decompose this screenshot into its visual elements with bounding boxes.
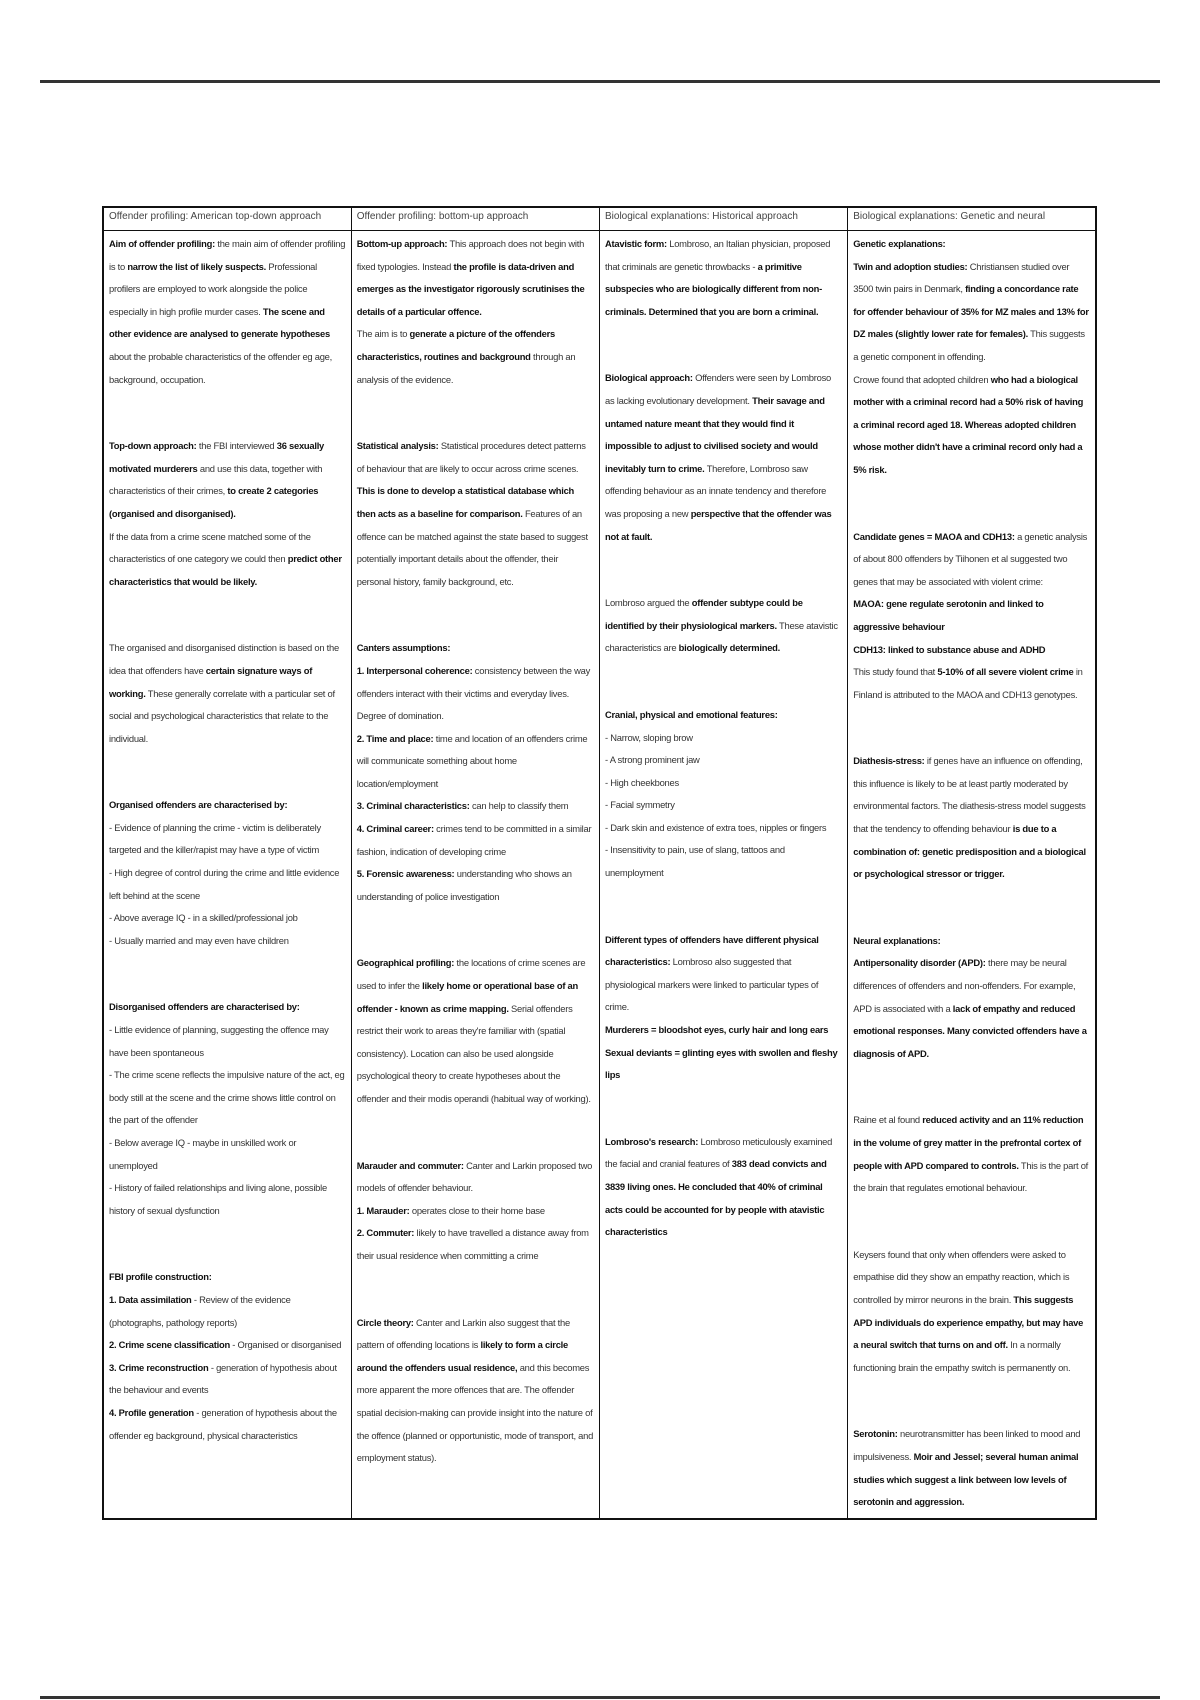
- note-paragraph: [357, 952, 594, 1110]
- top-rule: [40, 80, 1160, 83]
- body-text: - History of failed relationships and living alone, possible history of sexual dysfunction: [109, 1182, 327, 1216]
- note-paragraph: [357, 660, 594, 728]
- note-paragraph: [605, 749, 842, 772]
- emphasis-text: perspective that the offender was not at fault.: [605, 507, 832, 542]
- body-text: through an analysis of the evidence.: [356, 350, 576, 385]
- body-text: - Insensitivity to pain, use of slang, tattoos and unemployment: [605, 844, 785, 879]
- emphasis-text: This is done to develop a statistical database which then acts as a baseline for comparison.: [356, 485, 575, 519]
- emphasis-text: Aim of offender profiling:: [109, 238, 215, 249]
- body-text: understanding who shows an understanding of police investigation: [356, 868, 572, 902]
- note-paragraph: [853, 593, 1090, 638]
- emphasis-text: Serotonin:: [853, 1428, 898, 1440]
- note-paragraph: [109, 233, 346, 391]
- emphasis-text: predict other characteristics that would be likely.: [109, 553, 342, 587]
- emphasis-text: Organised offenders are characterised by:: [109, 799, 288, 811]
- note-paragraph: [605, 727, 842, 750]
- note-paragraph: [605, 1042, 842, 1087]
- emphasis-text: finding a concordance rate for offender behaviour of 35% for MZ males and 13% for DZ males (slightly lower rate for females).: [853, 283, 1089, 340]
- column-cell-top-down: [103, 231, 351, 1519]
- emphasis-text: certain signature ways of working.: [109, 664, 313, 699]
- note-paragraph: [109, 862, 346, 907]
- emphasis-text: likely to form a circle around the offenders usual residence,: [356, 1339, 568, 1373]
- body-text: consistency between the way offenders interact with their victims and everyday lives. Degree of domination.: [356, 664, 591, 722]
- body-text: - Usually married and may even have children: [109, 934, 289, 946]
- emphasis-text: 2. Crime scene classification: [109, 1339, 230, 1351]
- body-text: In a normally functioning brain the empathy switch is permanently on.: [853, 1339, 1071, 1373]
- body-text: a genetic analysis of about 800 offenders by Tiihonen et al suggested two genes that may be associated with violent crime:: [853, 530, 1088, 587]
- body-text: These generally correlate with a particular set of social and psychological characteristics that relate to the individual.: [109, 687, 335, 744]
- emphasis-text: Geographical profiling:: [356, 957, 455, 969]
- body-text: Therefore, Lombroso saw offending behaviour as an innate tendency and therefore was proposing a new: [605, 462, 827, 519]
- paragraph-spacer: [605, 660, 842, 704]
- body-text: - Review of the evidence (photographs, pathology reports): [109, 1293, 291, 1328]
- paragraph-spacer: [605, 1087, 842, 1131]
- body-text: - Above average IQ - in a skilled/professional job: [109, 912, 298, 924]
- note-paragraph: [109, 930, 346, 953]
- paragraph-spacer: [357, 593, 594, 637]
- paragraph-spacer: [357, 1111, 594, 1155]
- emphasis-text: 3. Crime reconstruction: [109, 1361, 209, 1373]
- note-paragraph: [357, 795, 594, 818]
- body-text: - A strong prominent jaw: [605, 754, 700, 766]
- body-text: Lombroso meticulously examined the facial and cranial features of: [605, 1135, 833, 1170]
- column-cell-genetic-neural: [848, 231, 1096, 1519]
- emphasis-text: The scene and other evidence are analysed to generate hypotheses: [109, 305, 330, 340]
- emphasis-text: Disorganised offenders are characterised by:: [109, 1001, 300, 1013]
- content-row: [103, 231, 1096, 1519]
- note-paragraph: [109, 1177, 346, 1222]
- paragraph-spacer: [605, 885, 842, 929]
- body-text: time and location of an offenders crime will communicate something about home location/employment: [356, 732, 588, 789]
- body-text: and this becomes more apparent the more offences that are. The offender spatial decision-making can provide insight into the nature of the offence (planned or opportunistic, mode of transport, and employment status).: [356, 1361, 594, 1464]
- emphasis-text: 2. Time and place:: [356, 732, 434, 744]
- emphasis-text: narrow the list of likely suspects.: [127, 260, 267, 272]
- body-text: Lombroso argued the: [605, 597, 692, 609]
- body-text: These atavistic characteristics are: [605, 619, 838, 654]
- body-text: Lombroso, an Italian physician, proposed that criminals are genetic throwbacks -: [605, 238, 831, 272]
- paragraph-spacer: [853, 1379, 1090, 1423]
- emphasis-text: 3. Criminal characteristics:: [356, 800, 470, 812]
- note-paragraph: [605, 929, 842, 1019]
- body-text: Offenders were seen by Lombroso as lacking evolutionary development.: [605, 372, 831, 406]
- note-paragraph: [853, 952, 1090, 1065]
- note-paragraph: [357, 863, 594, 908]
- emphasis-text: 4. Profile generation: [109, 1406, 194, 1418]
- paragraph-spacer: [109, 750, 346, 794]
- emphasis-text: a primitive subspecies who are biologically different from non-criminals. Determined that you are born a criminal.: [605, 260, 822, 317]
- body-text: - The crime scene reflects the impulsive nature of the act, eg body still at the scene and the crime shows little control on the part of the offender: [109, 1069, 345, 1126]
- note-paragraph: [605, 592, 842, 660]
- emphasis-text: 5. Forensic awareness:: [356, 868, 455, 880]
- body-text: - Dark skin and existence of extra toes, nipples or fingers: [605, 821, 827, 833]
- emphasis-text: Diathesis-stress:: [853, 755, 925, 767]
- emphasis-text: Moir and Jessel; several human animal studies which suggest a link between low levels of serotonin and aggression.: [853, 1450, 1079, 1508]
- note-paragraph: [109, 1064, 346, 1132]
- body-text: - Little evidence of planning, suggesting the offence may have been spontaneous: [109, 1024, 329, 1058]
- body-text: Crowe found that adopted children: [853, 373, 991, 385]
- emphasis-text: 2. Commuter:: [356, 1227, 415, 1239]
- emphasis-text: CDH13: linked to substance abuse and ADHD: [853, 643, 1046, 655]
- emphasis-text: Bottom-up approach:: [356, 238, 448, 249]
- note-paragraph: [109, 907, 346, 930]
- note-paragraph: [605, 817, 842, 840]
- paragraph-spacer: [109, 1222, 346, 1266]
- body-text: This suggests a genetic component in offending.: [853, 328, 1085, 362]
- note-paragraph: [853, 1423, 1090, 1513]
- column-header-genetic-neural: Biological explanations: Genetic and neural: [848, 207, 1096, 231]
- emphasis-text: lack of empathy and reduced emotional responses. Many convicted offenders have a diagnosis of APD.: [853, 1002, 1087, 1059]
- note-paragraph: [357, 637, 594, 660]
- emphasis-text: 36 sexually motivated murderers: [109, 440, 325, 474]
- note-paragraph: [853, 1109, 1090, 1199]
- body-text: This approach does not begin with fixed typologies. Instead: [356, 238, 585, 272]
- emphasis-text: Genetic explanations:: [853, 238, 946, 249]
- note-paragraph: [853, 233, 1090, 256]
- emphasis-text: MAOA: gene regulate serotonin and linked to aggressive behaviour: [853, 598, 1044, 632]
- body-text: the FBI interviewed: [196, 440, 277, 452]
- body-text: likely to have travelled a distance away from their usual residence when committing a crime: [356, 1227, 589, 1261]
- body-text: can help to classify them: [469, 800, 569, 812]
- note-paragraph: [357, 1155, 594, 1200]
- body-text: crimes tend to be committed in a similar fashion, indication of developing crime: [356, 823, 592, 857]
- note-paragraph: [853, 369, 1090, 482]
- body-text: there may be neural differences of offenders and non-offenders. For example, APD is associated with a: [853, 957, 1076, 1014]
- emphasis-text: Neural explanations:: [853, 934, 941, 946]
- note-paragraph: [605, 704, 842, 727]
- note-paragraph: [357, 728, 594, 796]
- body-text: Serial offenders restrict their work to areas they're familiar with (spatial consistency). Location can also be used alongside psychological theory to create hypotheses about the offender and their modis operandi (habitual way of working).: [356, 1002, 591, 1104]
- paragraph-spacer: [853, 886, 1090, 930]
- emphasis-text: the profile is data-driven and emerges as the investigator rigorously scrutinises the details of a particular offence.: [356, 260, 585, 317]
- note-paragraph: [357, 818, 594, 863]
- body-text: - Below average IQ - maybe in unskilled work or unemployed: [109, 1137, 297, 1171]
- body-text: Canter and Larkin also suggest that the pattern of offending locations is: [356, 1316, 570, 1351]
- note-paragraph: [109, 817, 346, 862]
- note-paragraph: [853, 750, 1090, 886]
- paragraph-spacer: [357, 908, 594, 952]
- body-text: the main aim of offender profiling is to: [109, 238, 346, 272]
- note-paragraph: [109, 526, 346, 594]
- note-paragraph: [853, 930, 1090, 953]
- note-paragraph: [109, 1402, 346, 1447]
- body-text: - Narrow, sloping brow: [605, 731, 693, 743]
- emphasis-text: Atavistic form:: [605, 238, 667, 249]
- note-paragraph: [853, 526, 1090, 594]
- body-text: - High cheekbones: [605, 776, 679, 788]
- emphasis-text: Canters assumptions:: [356, 642, 451, 654]
- body-text: Professional profilers are employed to work alongside the police especially in high profile murder cases.: [109, 260, 317, 317]
- revision-table: [102, 206, 1097, 1520]
- column-header-bottom-up: Offender profiling: bottom-up approach: [351, 207, 599, 231]
- body-text: - Facial symmetry: [605, 799, 675, 811]
- body-text: The aim is to: [356, 328, 410, 340]
- body-text: Features of an offence can be matched against the state based to suggest potentially important details about the offender, their personal history, family background, etc.: [356, 507, 588, 587]
- note-paragraph: [357, 1200, 594, 1223]
- body-text: This is the part of the brain that regulates emotional behaviour.: [853, 1159, 1089, 1194]
- note-paragraph: [357, 233, 594, 323]
- note-paragraph: [109, 996, 346, 1019]
- emphasis-text: 383 dead convicts and 3839 living ones. He concluded that 40% of criminal acts could be accounted for by people with atavistic characteristics: [605, 1158, 827, 1238]
- body-text: Statistical procedures detect patterns of behaviour that are likely to occur across crime scenes.: [356, 440, 586, 474]
- body-text: Canter and Larkin proposed two models of offender behaviour.: [356, 1159, 593, 1194]
- column-header-top-down: Offender profiling: American top-down approach: [103, 207, 351, 231]
- body-text: - generation of hypothesis about the behaviour and events: [109, 1361, 337, 1396]
- emphasis-text: Cranial, physical and emotional features:: [605, 708, 778, 720]
- paragraph-spacer: [357, 1268, 594, 1312]
- emphasis-text: who had a biological mother with a criminal record had a 50% risk of having a criminal record aged 18. Whereas adopted children whose mother didn't have a criminal record only had a 5% risk.: [853, 373, 1084, 475]
- note-paragraph: [605, 794, 842, 817]
- emphasis-text: This suggests APD individuals do experience empathy, but may have a neural switch that turns on and off.: [853, 1293, 1084, 1351]
- body-text: and use this data, together with characteristics of their crimes,: [109, 462, 323, 497]
- emphasis-text: Sexual deviants = glinting eyes with swollen and fleshy lips: [605, 1046, 838, 1081]
- note-paragraph: [109, 794, 346, 817]
- note-paragraph: [109, 1357, 346, 1402]
- emphasis-text: is due to a combination of: genetic predisposition and a biological or psychological stressor or trigger.: [853, 823, 1086, 880]
- note-paragraph: [109, 1266, 346, 1289]
- emphasis-text: Twin and adoption studies:: [853, 260, 968, 272]
- emphasis-text: Circle theory:: [356, 1316, 414, 1328]
- paragraph-spacer: [109, 391, 346, 435]
- body-text: The organised and disorganised distinction is based on the idea that offenders have: [109, 642, 339, 676]
- emphasis-text: biologically determined.: [678, 642, 780, 654]
- note-paragraph: [853, 1244, 1090, 1380]
- paragraph-spacer: [853, 1200, 1090, 1244]
- paragraph-spacer: [357, 391, 594, 435]
- body-text: If the data from a crime scene matched some of the characteristics of one category we could then: [109, 530, 311, 565]
- body-text: neurotransmitter has been linked to mood and impulsiveness.: [853, 1428, 1081, 1462]
- body-text: about the probable characteristics of the offender eg age, background, occupation.: [109, 350, 332, 385]
- column-header-historical: Biological explanations: Historical approach: [600, 207, 848, 231]
- paragraph-spacer: [109, 593, 346, 637]
- note-paragraph: [109, 1334, 346, 1357]
- note-paragraph: [605, 233, 842, 323]
- body-text: in Finland is attributed to the MAOA and CDH13 genotypes.: [853, 666, 1083, 700]
- emphasis-text: Marauder and commuter:: [356, 1159, 464, 1171]
- note-paragraph: [605, 367, 842, 548]
- paragraph-spacer: [109, 952, 346, 996]
- body-text: This study found that: [853, 666, 938, 678]
- emphasis-text: reduced activity and an 11% reduction in the volume of grey matter in the prefrontal cortex of people with APD compared to controls.: [853, 1114, 1084, 1171]
- body-text: operates close to their home base: [409, 1204, 545, 1216]
- emphasis-text: Murderers = bloodshot eyes, curly hair and long ears: [605, 1024, 829, 1036]
- note-paragraph: [605, 1131, 842, 1244]
- emphasis-text: Antipersonality disorder (APD):: [853, 957, 986, 969]
- paragraph-spacer: [853, 1065, 1090, 1109]
- paragraph-spacer: [605, 548, 842, 592]
- body-text: the locations of crime scenes are used to infer the: [356, 957, 586, 992]
- emphasis-text: Candidate genes = MAOA and CDH13:: [853, 530, 1015, 542]
- note-paragraph: [605, 772, 842, 795]
- paragraph-spacer: [605, 323, 842, 367]
- note-paragraph: [853, 661, 1090, 706]
- paragraph-spacer: [853, 706, 1090, 750]
- body-text: Lombroso also suggested that physiological markers were linked to particular types of crime.: [605, 956, 819, 1013]
- emphasis-text: to create 2 categories (organised and disorganised).: [109, 485, 319, 519]
- note-paragraph: [109, 435, 346, 525]
- note-paragraph: [357, 323, 594, 391]
- note-paragraph: [357, 1312, 594, 1470]
- emphasis-text: Their savage and untamed nature meant that they would find it impossible to adjust to civilised society and would inevitably turn to crime.: [605, 394, 825, 474]
- emphasis-text: generate a picture of the offenders characteristics, routines and background: [356, 328, 555, 362]
- note-paragraph: [357, 1222, 594, 1267]
- body-text: Raine et al found: [853, 1114, 923, 1126]
- emphasis-text: Biological approach:: [605, 372, 693, 384]
- emphasis-text: 1. Data assimilation: [109, 1293, 192, 1305]
- body-text: - Evidence of planning the crime - victim is deliberately targeted and the killer/rapist may have a type of victim: [109, 821, 321, 856]
- emphasis-text: offender subtype could be identified by their physiological markers.: [605, 597, 803, 631]
- column-cell-bottom-up: [351, 231, 599, 1519]
- body-text: Christiansen studied over 3500 twin pairs in Denmark,: [853, 260, 1070, 295]
- bottom-rule: [40, 1696, 1160, 1699]
- column-cell-historical: [600, 231, 848, 1519]
- emphasis-text: Lombroso's research:: [605, 1135, 699, 1147]
- note-paragraph: [605, 839, 842, 884]
- note-paragraph: [605, 1019, 842, 1042]
- emphasis-text: Statistical analysis:: [356, 440, 439, 452]
- body-text: if genes have an influence on offending, this influence is likely to be at least partly moderated by environmental factors. The diathesis-stress model suggests that the tendency to offending behaviour: [853, 755, 1086, 835]
- emphasis-text: Different types of offenders have different physical characteristics:: [605, 933, 819, 968]
- paragraph-spacer: [853, 482, 1090, 526]
- header-row: [103, 207, 1096, 231]
- note-paragraph: [853, 639, 1090, 662]
- emphasis-text: 1. Interpersonal coherence:: [356, 664, 473, 676]
- note-paragraph: [109, 1289, 346, 1334]
- body-text: - generation of hypothesis about the offender eg background, physical characteristics: [109, 1406, 337, 1441]
- emphasis-text: 5-10% of all severe violent crime: [937, 666, 1074, 678]
- body-text: - High degree of control during the crime and little evidence left behind at the scene: [109, 867, 340, 901]
- emphasis-text: likely home or operational base of an offender - known as crime mapping.: [356, 980, 578, 1014]
- note-paragraph: [109, 1019, 346, 1064]
- emphasis-text: 4. Criminal career:: [356, 823, 434, 835]
- emphasis-text: 1. Marauder:: [356, 1204, 410, 1216]
- note-paragraph: [109, 637, 346, 750]
- body-text: - Organised or disorganised: [229, 1339, 342, 1351]
- note-paragraph: [853, 256, 1090, 369]
- emphasis-text: Top-down approach:: [109, 440, 197, 452]
- emphasis-text: FBI profile construction:: [109, 1271, 212, 1283]
- note-paragraph: [109, 1132, 346, 1177]
- note-paragraph: [357, 435, 594, 593]
- body-text: Keysers found that only when offenders were asked to empathise did they show an empathy reaction, which is controlled by mirror neurons in the brain.: [853, 1248, 1070, 1305]
